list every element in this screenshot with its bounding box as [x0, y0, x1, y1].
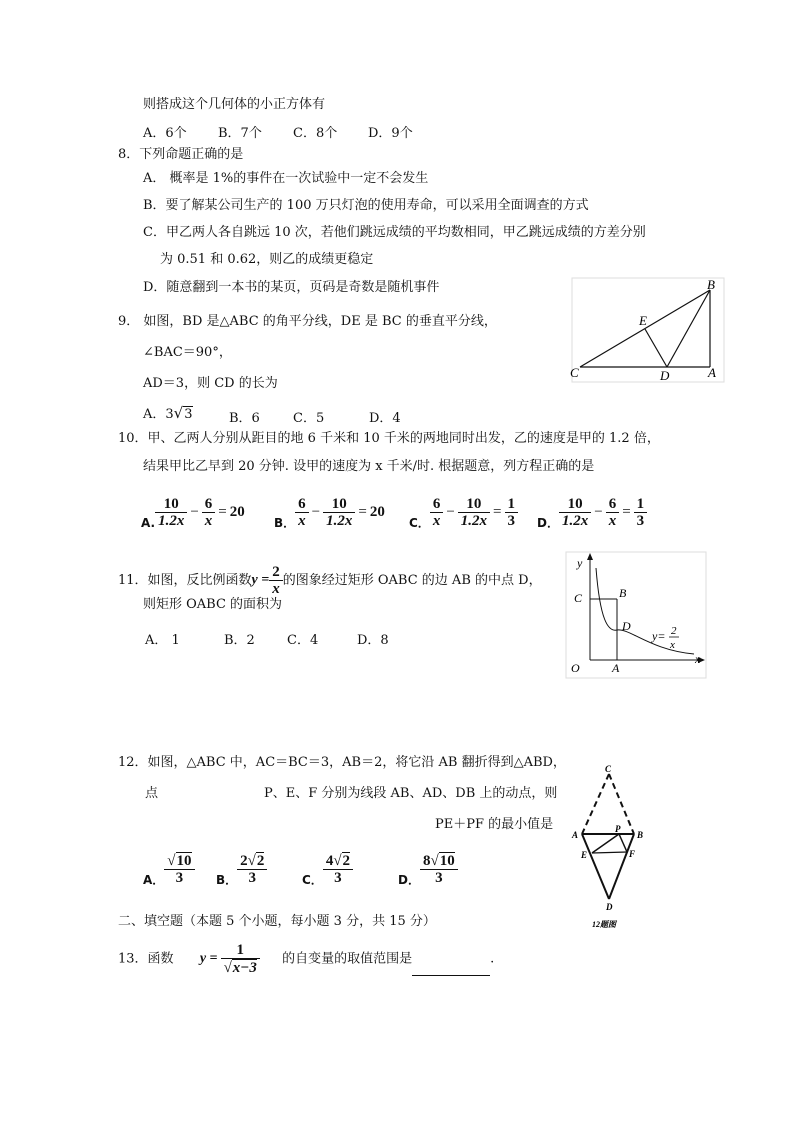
q10-line2: 结果甲比乙早到 20 分钟. 设甲的速度为 x 千米/时. 根据题意，列方程正确的是: [143, 459, 595, 474]
q11-curve-den: x: [670, 639, 675, 651]
q9-label-c: C: [570, 365, 579, 380]
q9-option-b: B．6: [229, 411, 260, 426]
q11-option-c: C．4: [287, 633, 319, 648]
q12-option-a: $_{A.}$ $\frac{√10}{3}$: [143, 852, 195, 886]
q9-label-b: B: [707, 277, 715, 292]
q12-option-d: $_{D.}$ $\frac{8√10}{3}$: [398, 852, 458, 886]
q7-option-b: B．7个: [218, 126, 262, 141]
q11-label-d: D: [622, 619, 631, 633]
q11-axis-x: x: [695, 652, 701, 666]
q12-option-c: $_{C.}$ $\frac{4√2}{3}$: [302, 852, 353, 886]
q10-option-c: $_{C.}$ $\frac{6}{x}$ − $\frac{10}{1.2x}$ = $\frac{1}{3}$: [409, 496, 518, 529]
q12-label-b: B: [637, 830, 644, 840]
q9-triangle-figure: [560, 276, 730, 386]
q10-option-d: $_{D.}$ $\frac{10}{1.2x}$ − $\frac{6}{x}$ = $\frac{1}{3}$: [537, 496, 647, 529]
q12-line2b: P、E、F 分别为线段 AB、AD、DB 上的动点，则: [264, 786, 558, 801]
q11-curve-label: y=: [652, 629, 666, 643]
q7-continuation: 则搭成这个几何体的小正方体有: [143, 97, 326, 112]
q11-label-o: O: [571, 661, 580, 675]
q9-label-e: E: [639, 313, 647, 328]
q13-line: 13．函数 y = $\frac{1}{√x-3}$ 的自变量的取值范围是 .: [118, 942, 495, 976]
q8-option-c-line2: 为 0.51 和 0.62，则乙的成绩更稳定: [160, 252, 374, 267]
q12-line2a: 点: [145, 786, 159, 801]
q11-option-b: B．2: [224, 633, 255, 648]
q11-line2: 则矩形 OABC 的面积为: [143, 597, 283, 612]
q12-label-p: P: [615, 824, 621, 834]
q9-label-a: A: [708, 365, 716, 380]
q11-graph-figure: [560, 550, 710, 680]
q11-label-a: A: [612, 661, 620, 675]
q12-label-a: A: [572, 830, 579, 840]
q10-option-b: $_{B.}$ $\frac{6}{x}$ − $\frac{10}{1.2x}$ = 20: [274, 496, 385, 530]
q8-option-b: B．要了解某公司生产的 100 万只灯泡的使用寿命，可以采用全面调查的方式: [143, 198, 589, 213]
q11-option-a: A． 1: [145, 633, 180, 648]
q11-label-b: B: [619, 586, 627, 600]
q11-line1: 11．如图，反比例函数y = $\frac{2}{x}$ 的图象经过矩形 OABC 的边 AB 的中点 D，: [118, 564, 542, 597]
q12-triangle-figure: [565, 760, 655, 935]
q12-label-e: E: [581, 850, 588, 860]
q12-option-b: $_{B.}$ $\frac{2√2}{3}$: [216, 852, 267, 886]
q9-option-c: C．5: [293, 411, 325, 426]
q12-label-f: F: [629, 849, 636, 859]
q9-option-d: D．4: [369, 411, 401, 426]
q10-line1: 10．甲、乙两人分别从距目的地 6 千米和 10 千米的两地同时出发，乙的速度是甲的 1.2 倍，: [118, 431, 660, 446]
q12-label-c: C: [605, 764, 612, 774]
q11-option-d: D．8: [357, 633, 389, 648]
q9-line1: 9． 如图，BD 是△ABC 的角平分线，DE 是 BC 的垂直平分线，: [118, 314, 497, 329]
q11-label-c: C: [574, 591, 583, 605]
q9-label-d: D: [660, 368, 670, 383]
q12-caption: 12题图: [592, 920, 616, 929]
q8-option-d: D．随意翻到一本书的某页，页码是奇数是随机事件: [143, 280, 440, 295]
q8-option-a: A． 概率是 1%的事件在一次试验中一定不会发生: [143, 171, 429, 186]
q7-option-a: A．6个: [143, 126, 187, 141]
q8-option-c-line1: C．甲乙两人各自跳远 10 次，若他们跳远成绩的平均数相同，甲乙跳远成绩的方差分别: [143, 225, 646, 240]
q12-label-d: D: [606, 902, 613, 912]
q11-axis-y: y: [577, 556, 583, 570]
q9-line3: AD＝3，则 CD 的长为: [143, 376, 278, 391]
section-2-heading: 二、填空题（本题 5 个小题，每小题 3 分，共 15 分）: [118, 914, 436, 929]
q12-line3: PE＋PF 的最小值是: [435, 817, 554, 832]
q8-stem: 8．下列命题正确的是: [118, 147, 244, 162]
q7-option-c: C．8个: [293, 126, 338, 141]
q13-answer-blank[interactable]: [412, 963, 490, 976]
q9-line2: ∠BAC＝90°，: [143, 345, 232, 360]
q10-option-a: $_{A.}$ $\frac{10}{1.2x}$ − $\frac{6}{x}$ = 20: [141, 496, 245, 530]
q11-curve-num: 2: [671, 625, 677, 637]
q12-line1: 12．如图，△ABC 中，AC＝BC＝3，AB＝2，将它沿 AB 翻折得到△ABD，: [118, 755, 566, 770]
q7-option-d: D．9个: [368, 126, 413, 141]
q9-option-a: A．3√3: [143, 404, 193, 422]
